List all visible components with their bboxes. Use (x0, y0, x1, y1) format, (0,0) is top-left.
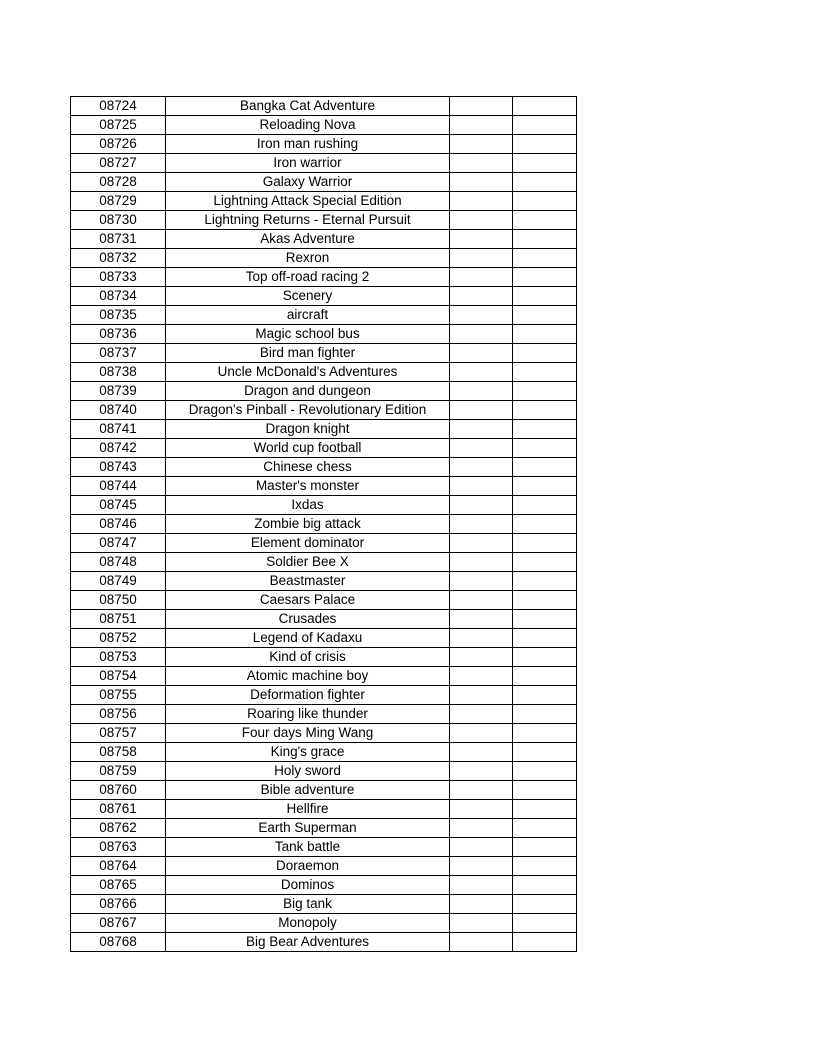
empty-cell (450, 192, 513, 211)
table-row (71, 382, 577, 401)
game-id-cell: 08759 (71, 762, 166, 781)
empty-cell (450, 800, 513, 819)
empty-cell (450, 249, 513, 268)
empty-cell (513, 895, 577, 914)
game-title-cell: Ixdas (166, 496, 450, 515)
table-row (71, 857, 577, 876)
game-title-cell: Galaxy Warrior (166, 173, 450, 192)
game-id-cell: 08726 (71, 135, 166, 154)
table-row (71, 591, 577, 610)
game-title-cell: Monopoly (166, 914, 450, 933)
empty-cell (450, 496, 513, 515)
game-title-cell: Tank battle (166, 838, 450, 857)
game-title-cell: Element dominator (166, 534, 450, 553)
game-title-cell: Legend of Kadaxu (166, 629, 450, 648)
empty-cell (513, 553, 577, 572)
game-table-body (71, 97, 577, 952)
table-row (71, 154, 577, 173)
game-id-cell: 08742 (71, 439, 166, 458)
table-row (71, 230, 577, 249)
empty-cell (450, 876, 513, 895)
game-id-cell: 08737 (71, 344, 166, 363)
empty-cell (450, 154, 513, 173)
game-title-cell: Chinese chess (166, 458, 450, 477)
empty-cell (450, 325, 513, 344)
game-id-cell: 08746 (71, 515, 166, 534)
empty-cell (450, 477, 513, 496)
game-id-cell: 08749 (71, 572, 166, 591)
empty-cell (513, 933, 577, 952)
game-title-cell: Roaring like thunder (166, 705, 450, 724)
game-title-cell: Bangka Cat Adventure (166, 97, 450, 116)
empty-cell (450, 268, 513, 287)
empty-cell (450, 534, 513, 553)
game-title-cell: Dominos (166, 876, 450, 895)
game-title-cell: Rexron (166, 249, 450, 268)
empty-cell (450, 591, 513, 610)
game-id-cell: 08728 (71, 173, 166, 192)
table-row (71, 838, 577, 857)
empty-cell (450, 914, 513, 933)
empty-cell (450, 819, 513, 838)
game-title-cell: Scenery (166, 287, 450, 306)
game-title-cell: Lightning Returns - Eternal Pursuit (166, 211, 450, 230)
empty-cell (450, 572, 513, 591)
empty-cell (450, 610, 513, 629)
game-id-cell: 08755 (71, 686, 166, 705)
game-id-cell: 08762 (71, 819, 166, 838)
empty-cell (513, 572, 577, 591)
game-title-cell: King's grace (166, 743, 450, 762)
empty-cell (450, 287, 513, 306)
empty-cell (513, 610, 577, 629)
empty-cell (450, 553, 513, 572)
table-row (71, 895, 577, 914)
empty-cell (513, 496, 577, 515)
empty-cell (450, 762, 513, 781)
game-title-cell: Iron warrior (166, 154, 450, 173)
game-id-cell: 08730 (71, 211, 166, 230)
table-row (71, 363, 577, 382)
game-id-cell: 08727 (71, 154, 166, 173)
empty-cell (450, 230, 513, 249)
game-id-cell: 08764 (71, 857, 166, 876)
game-title-cell: Akas Adventure (166, 230, 450, 249)
empty-cell (450, 743, 513, 762)
empty-cell (513, 629, 577, 648)
table-row (71, 800, 577, 819)
table-row (71, 192, 577, 211)
game-title-cell: Earth Superman (166, 819, 450, 838)
game-id-cell: 08743 (71, 458, 166, 477)
table-row (71, 325, 577, 344)
game-title-cell: Dragon knight (166, 420, 450, 439)
table-row (71, 724, 577, 743)
empty-cell (513, 268, 577, 287)
table-row (71, 648, 577, 667)
table-row (71, 268, 577, 287)
empty-cell (513, 401, 577, 420)
game-title-cell: Caesars Palace (166, 591, 450, 610)
game-id-cell: 08738 (71, 363, 166, 382)
empty-cell (513, 800, 577, 819)
empty-cell (450, 363, 513, 382)
empty-cell (450, 515, 513, 534)
empty-cell (513, 192, 577, 211)
game-title-cell: Zombie big attack (166, 515, 450, 534)
empty-cell (513, 515, 577, 534)
empty-cell (513, 439, 577, 458)
table-row (71, 97, 577, 116)
table-row (71, 420, 577, 439)
empty-cell (450, 781, 513, 800)
game-id-cell: 08752 (71, 629, 166, 648)
empty-cell (513, 724, 577, 743)
game-title-cell: Top off-road racing 2 (166, 268, 450, 287)
game-id-cell: 08765 (71, 876, 166, 895)
game-title-cell: Kind of crisis (166, 648, 450, 667)
game-title-cell: World cup football (166, 439, 450, 458)
game-id-cell: 08733 (71, 268, 166, 287)
empty-cell (513, 648, 577, 667)
empty-cell (450, 724, 513, 743)
empty-cell (450, 420, 513, 439)
table-row (71, 116, 577, 135)
table-row (71, 743, 577, 762)
game-id-cell: 08757 (71, 724, 166, 743)
game-id-cell: 08761 (71, 800, 166, 819)
empty-cell (450, 173, 513, 192)
game-title-cell: aircraft (166, 306, 450, 325)
game-title-cell: Hellfire (166, 800, 450, 819)
empty-cell (450, 933, 513, 952)
empty-cell (513, 667, 577, 686)
empty-cell (513, 743, 577, 762)
empty-cell (513, 705, 577, 724)
game-title-cell: Iron man rushing (166, 135, 450, 154)
empty-cell (450, 838, 513, 857)
table-row (71, 458, 577, 477)
table-row (71, 173, 577, 192)
empty-cell (513, 591, 577, 610)
empty-cell (513, 173, 577, 192)
empty-cell (450, 116, 513, 135)
empty-cell (450, 306, 513, 325)
game-id-cell: 08756 (71, 705, 166, 724)
empty-cell (450, 211, 513, 230)
empty-cell (450, 667, 513, 686)
game-title-cell: Beastmaster (166, 572, 450, 591)
empty-cell (513, 135, 577, 154)
empty-cell (513, 477, 577, 496)
game-id-cell: 08736 (71, 325, 166, 344)
empty-cell (450, 648, 513, 667)
game-title-cell: Bible adventure (166, 781, 450, 800)
empty-cell (450, 895, 513, 914)
game-id-cell: 08735 (71, 306, 166, 325)
empty-cell (513, 344, 577, 363)
game-id-cell: 08767 (71, 914, 166, 933)
table-row (71, 477, 577, 496)
table-row (71, 344, 577, 363)
table-row (71, 762, 577, 781)
table-row (71, 439, 577, 458)
game-title-cell: Dragon's Pinball - Revolutionary Edition (166, 401, 450, 420)
empty-cell (513, 116, 577, 135)
table-row (71, 534, 577, 553)
game-id-cell: 08724 (71, 97, 166, 116)
game-id-cell: 08729 (71, 192, 166, 211)
game-id-cell: 08747 (71, 534, 166, 553)
game-title-cell: Uncle McDonald's Adventures (166, 363, 450, 382)
empty-cell (513, 458, 577, 477)
empty-cell (513, 211, 577, 230)
game-id-cell: 08768 (71, 933, 166, 952)
game-title-cell: Lightning Attack Special Edition (166, 192, 450, 211)
game-title-cell: Bird man fighter (166, 344, 450, 363)
empty-cell (450, 382, 513, 401)
game-title-cell: Big tank (166, 895, 450, 914)
empty-cell (513, 287, 577, 306)
empty-cell (450, 135, 513, 154)
table-row (71, 287, 577, 306)
table-row (71, 819, 577, 838)
table-row (71, 610, 577, 629)
empty-cell (450, 439, 513, 458)
game-id-cell: 08760 (71, 781, 166, 800)
table-row (71, 705, 577, 724)
table-row (71, 914, 577, 933)
empty-cell (513, 876, 577, 895)
empty-cell (513, 819, 577, 838)
game-id-cell: 08744 (71, 477, 166, 496)
empty-cell (513, 914, 577, 933)
table-row (71, 306, 577, 325)
game-title-cell: Atomic machine boy (166, 667, 450, 686)
empty-cell (450, 705, 513, 724)
table-row (71, 781, 577, 800)
empty-cell (513, 686, 577, 705)
table-row (71, 572, 577, 591)
game-id-cell: 08754 (71, 667, 166, 686)
empty-cell (513, 230, 577, 249)
table-row (71, 515, 577, 534)
game-id-cell: 08739 (71, 382, 166, 401)
game-id-cell: 08766 (71, 895, 166, 914)
empty-cell (513, 838, 577, 857)
game-id-cell: 08725 (71, 116, 166, 135)
empty-cell (450, 97, 513, 116)
table-row (71, 629, 577, 648)
game-id-cell: 08731 (71, 230, 166, 249)
game-title-cell: Deformation fighter (166, 686, 450, 705)
game-title-cell: Soldier Bee X (166, 553, 450, 572)
game-title-cell: Holy sword (166, 762, 450, 781)
empty-cell (513, 762, 577, 781)
game-title-cell: Doraemon (166, 857, 450, 876)
table-row (71, 211, 577, 230)
game-list-table (70, 96, 577, 952)
game-title-cell: Magic school bus (166, 325, 450, 344)
table-row (71, 135, 577, 154)
game-title-cell: Dragon and dungeon (166, 382, 450, 401)
game-title-cell: Big Bear Adventures (166, 933, 450, 952)
game-id-cell: 08758 (71, 743, 166, 762)
game-id-cell: 08750 (71, 591, 166, 610)
empty-cell (513, 325, 577, 344)
empty-cell (450, 857, 513, 876)
empty-cell (450, 344, 513, 363)
table-row (71, 876, 577, 895)
empty-cell (513, 420, 577, 439)
empty-cell (513, 363, 577, 382)
table-row (71, 401, 577, 420)
table-row (71, 686, 577, 705)
game-id-cell: 08763 (71, 838, 166, 857)
game-id-cell: 08740 (71, 401, 166, 420)
game-id-cell: 08734 (71, 287, 166, 306)
table-row (71, 496, 577, 515)
game-id-cell: 08748 (71, 553, 166, 572)
empty-cell (513, 781, 577, 800)
game-title-cell: Crusades (166, 610, 450, 629)
empty-cell (450, 401, 513, 420)
game-id-cell: 08732 (71, 249, 166, 268)
game-title-cell: Reloading Nova (166, 116, 450, 135)
empty-cell (513, 249, 577, 268)
empty-cell (513, 154, 577, 173)
empty-cell (513, 306, 577, 325)
game-title-cell: Master's monster (166, 477, 450, 496)
empty-cell (513, 857, 577, 876)
empty-cell (513, 534, 577, 553)
table-row (71, 553, 577, 572)
game-id-cell: 08741 (71, 420, 166, 439)
table-row (71, 933, 577, 952)
empty-cell (513, 382, 577, 401)
empty-cell (513, 97, 577, 116)
game-id-cell: 08745 (71, 496, 166, 515)
game-id-cell: 08753 (71, 648, 166, 667)
empty-cell (450, 686, 513, 705)
table-row (71, 667, 577, 686)
empty-cell (450, 458, 513, 477)
table-row (71, 249, 577, 268)
game-title-cell: Four days Ming Wang (166, 724, 450, 743)
empty-cell (450, 629, 513, 648)
game-id-cell: 08751 (71, 610, 166, 629)
